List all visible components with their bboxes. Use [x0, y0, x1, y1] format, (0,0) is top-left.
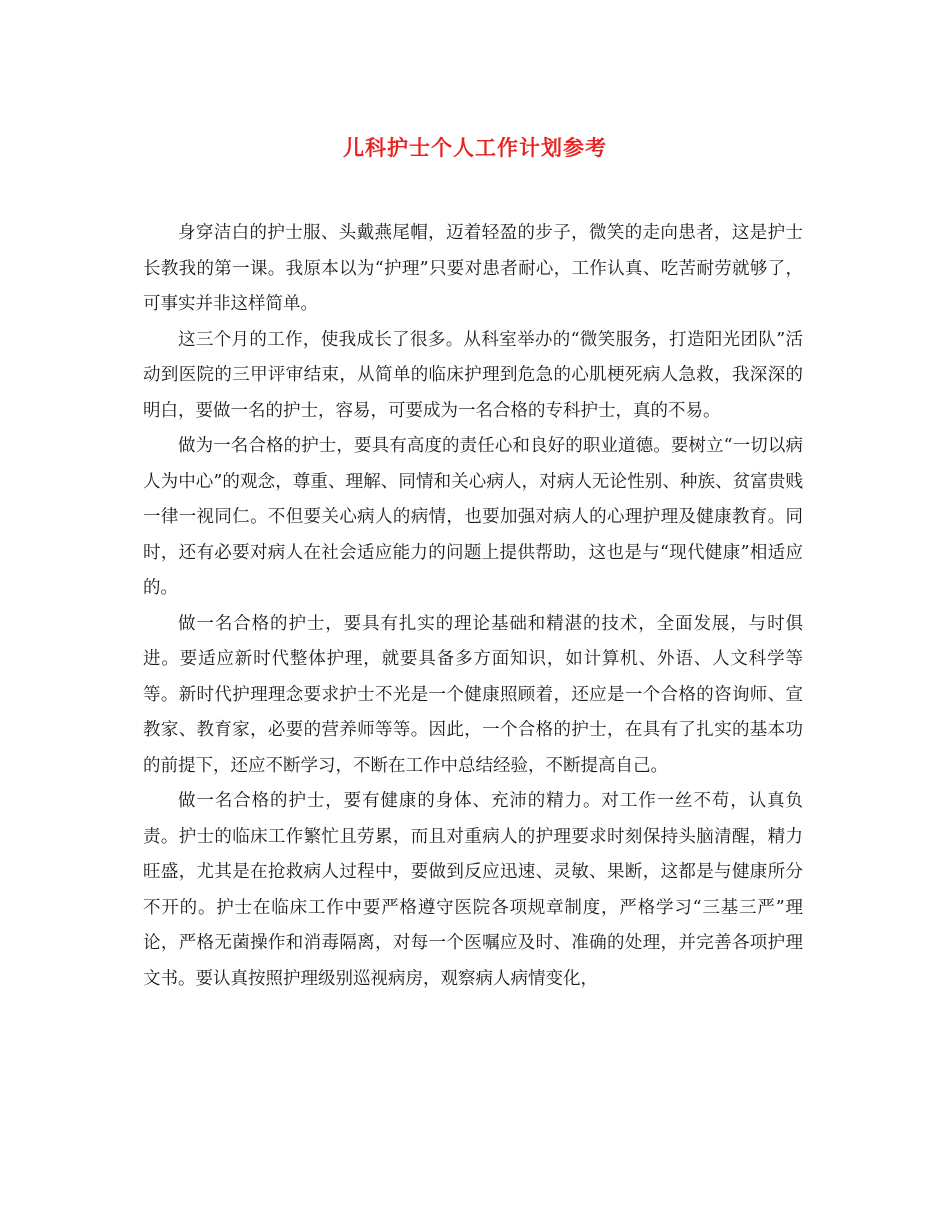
document-title: 儿科护士个人工作计划参考: [343, 135, 607, 160]
paragraph-5: 做一名合格的护士，要有健康的身体、充沛的精力。对工作一丝不苟，认真负责。护士的临床工作繁忙且劳累，而且对重病人的护理要求时刻保持头脑清醒，精力旺盛，尤其是在抢救病人过程中，要做到反应迅速、灵敏、果断，这都是与健康所分不开的。护士在临床工作中要严格遵守医院各项规章制度，严格学习“三基三严”理论，严格无菌操作和消毒隔离，对每一个医嘱应及时、准确的处理，并完善各项护理文书。要认真按照护理级别巡视病房，观察病人病情变化，: [143, 791, 803, 989]
paragraph-1: 身穿洁白的护士服、头戴燕尾帽，迈着轻盈的步子，微笑的走向患者，这是护士长教我的第一课。我原本以为“护理”只要对患者耐心，工作认真、吃苦耐劳就够了，可事实并非这样简单。: [143, 223, 803, 314]
paragraph-4: 做一名合格的护士，要具有扎实的理论基础和精湛的技术，全面发展，与时俱进。要适应新时代整体护理，就要具备多方面知识，如计算机、外语、人文科学等等。新时代护理理念要求护士不光是一个健康照顾着，还应是一个合格的咨询师、宣教家、教育家，必要的营养师等等。因此，一个合格的护士，在具有了扎实的基本功的前提下，还应不断学习，不断在工作中总结经验，不断提高自己。: [143, 613, 803, 776]
paragraph-2: 这三个月的工作，使我成长了很多。从科室举办的“微笑服务，打造阳光团队”活动到医院的三甲评审结束，从简单的临床护理到危急的心肌梗死病人急救，我深深的明白，要做一名的护士，容易，可要成为一名合格的专科护士，真的不易。: [143, 329, 803, 421]
paragraph-3: 做为一名合格的护士，要具有高度的责任心和良好的职业道德。要树立“一切以病人为中心”的观念，尊重、理解、同情和关心病人，对病人无论性别、种族、贫富贵贱一律一视同仁。不但要关心病人的病情，也要加强对病人的心理护理及健康教育。同时，还有必要对病人在社会适应能力的问题上提供帮助，这也是与“现代健康”相适应的。: [143, 436, 803, 598]
document-body: [143, 216, 803, 997]
